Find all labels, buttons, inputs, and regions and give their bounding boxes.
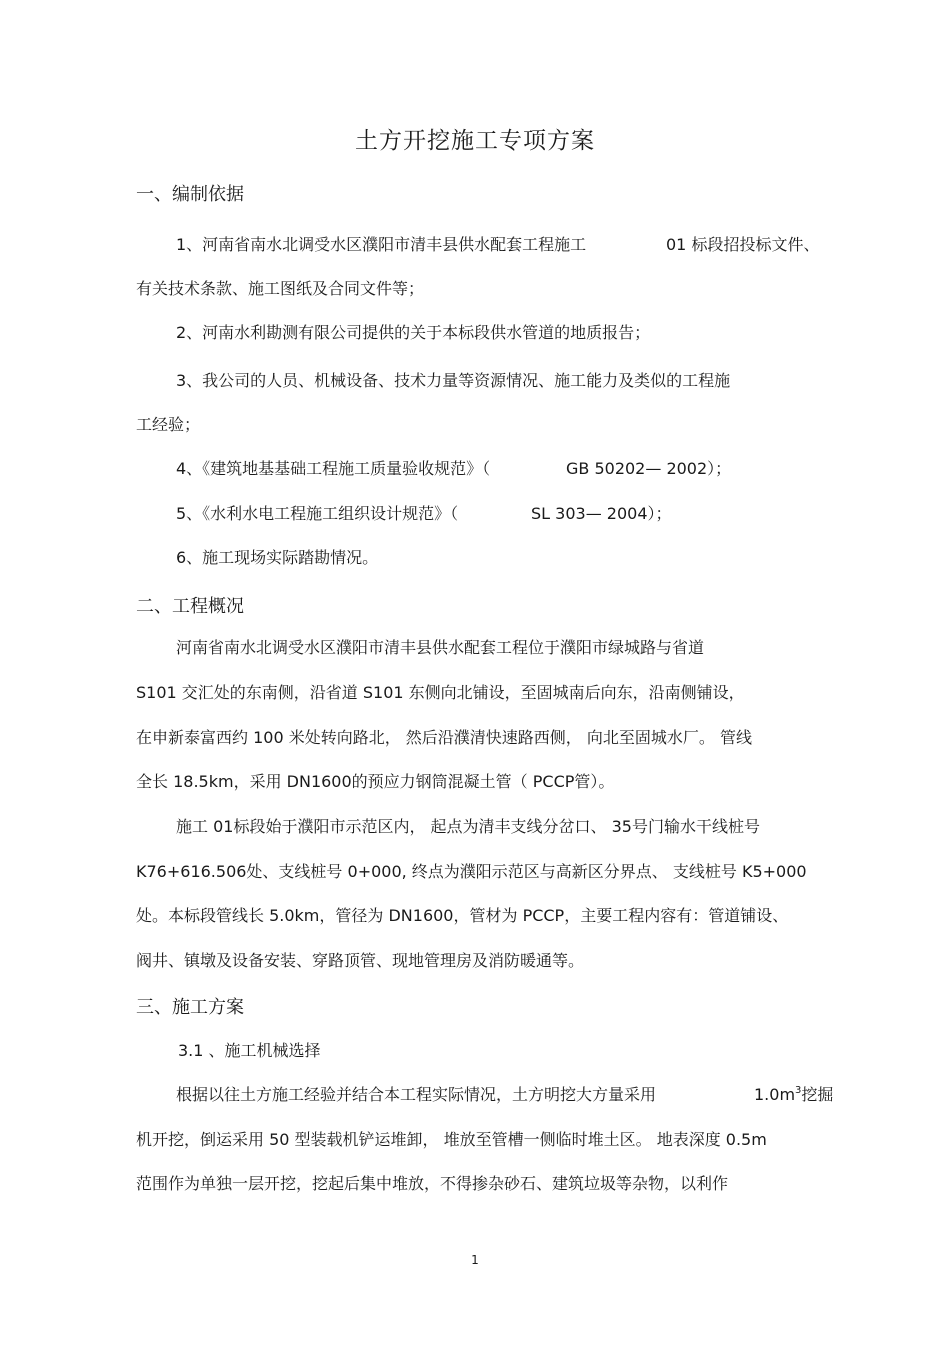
volume-value: 1.0m bbox=[754, 1085, 796, 1104]
section-heading-overview: 二、工程概况 bbox=[136, 596, 244, 617]
plan-line bbox=[176, 1084, 834, 1106]
plan-text: 挖掘 bbox=[801, 1085, 834, 1104]
overview-line: K76+616.506处、支线桩号 0+000, 终点为濮阳示范区与高新区分界点、 支线桩号 K5+000 bbox=[136, 862, 807, 881]
overview-line: 在申新泰富西约 100 米处转向路北， 然后沿濮清快速路西侧， 向北至固城水厂。 管线 bbox=[136, 728, 752, 747]
overview-line: 阀井、镇墩及设备安装、穿路顶管、现地管理房及消防暖通等。 bbox=[136, 951, 585, 970]
basis-item-3: 3、我公司的人员、机械设备、技术力量等资源情况、施工能力及类似的工程施 bbox=[176, 371, 731, 390]
document-title: 土方开挖施工专项方案 bbox=[355, 128, 595, 154]
basis-item-text: SL 303— 2004）； bbox=[531, 504, 672, 523]
basis-item-1 bbox=[176, 234, 820, 256]
overview-line: 河南省南水北调受水区濮阳市清丰县供水配套工程位于濮阳市绿城路与省道 bbox=[176, 638, 705, 657]
page-number: 1 bbox=[471, 1253, 479, 1267]
basis-item-text: GB 50202— 2002）； bbox=[566, 459, 732, 478]
basis-item-text: 4、《建筑地基基础工程施工质量验收规范》（ bbox=[176, 459, 491, 478]
overview-line: 全长 18.5km，采用 DN1600的预应力钢筒混凝土管（ PCCP管）。 bbox=[136, 772, 615, 791]
section-heading-plan: 三、施工方案 bbox=[136, 997, 244, 1018]
basis-item-4 bbox=[176, 458, 732, 480]
basis-item-1-cont: 有关技术条款、施工图纸及合同文件等； bbox=[136, 279, 425, 298]
overview-line: 施工 01标段始于濮阳市示范区内， 起点为清丰支线分岔口、 35号门输水干线桩号 bbox=[176, 817, 760, 836]
basis-item-5 bbox=[176, 503, 672, 525]
basis-item-3-cont: 工经验； bbox=[136, 415, 201, 434]
overview-line: 处。本标段管线长 5.0km，管径为 DN1600，管材为 PCCP，主要工程内容有：管道铺设、 bbox=[136, 906, 789, 925]
plan-text-volume bbox=[754, 1084, 833, 1109]
plan-line: 机开挖，倒运采用 50 型装载机铲运堆卸， 堆放至管槽一侧临时堆土区。 地表深度 0.5m bbox=[136, 1130, 767, 1149]
basis-item-6: 6、施工现场实际踏勘情况。 bbox=[176, 548, 379, 567]
basis-item-2: 2、河南水利勘测有限公司提供的关于本标段供水管道的地质报告； bbox=[176, 323, 651, 342]
plan-line: 范围作为单独一层开挖，挖起后集中堆放，不得掺杂砂石、建筑垃圾等杂物，以利作 bbox=[136, 1174, 729, 1193]
basis-item-text: 5、《水利水电工程施工组织设计规范》（ bbox=[176, 504, 459, 523]
basis-item-text: 1、河南省南水北调受水区濮阳市清丰县供水配套工程施工 bbox=[176, 235, 587, 254]
overview-line: S101 交汇处的东南侧，沿省道 S101 东侧向北铺设，至固城南后向东，沿南侧铺设， bbox=[136, 683, 745, 702]
basis-item-text: 01 标段招投标文件、 bbox=[666, 235, 820, 254]
plan-text: 根据以往土方施工经验并结合本工程实际情况，土方明挖大方量采用 bbox=[176, 1085, 657, 1104]
volume-exponent: 3 bbox=[795, 1085, 802, 1096]
subsection-heading: 3.1 、施工机械选择 bbox=[178, 1041, 321, 1060]
section-heading-basis: 一、编制依据 bbox=[136, 184, 244, 205]
